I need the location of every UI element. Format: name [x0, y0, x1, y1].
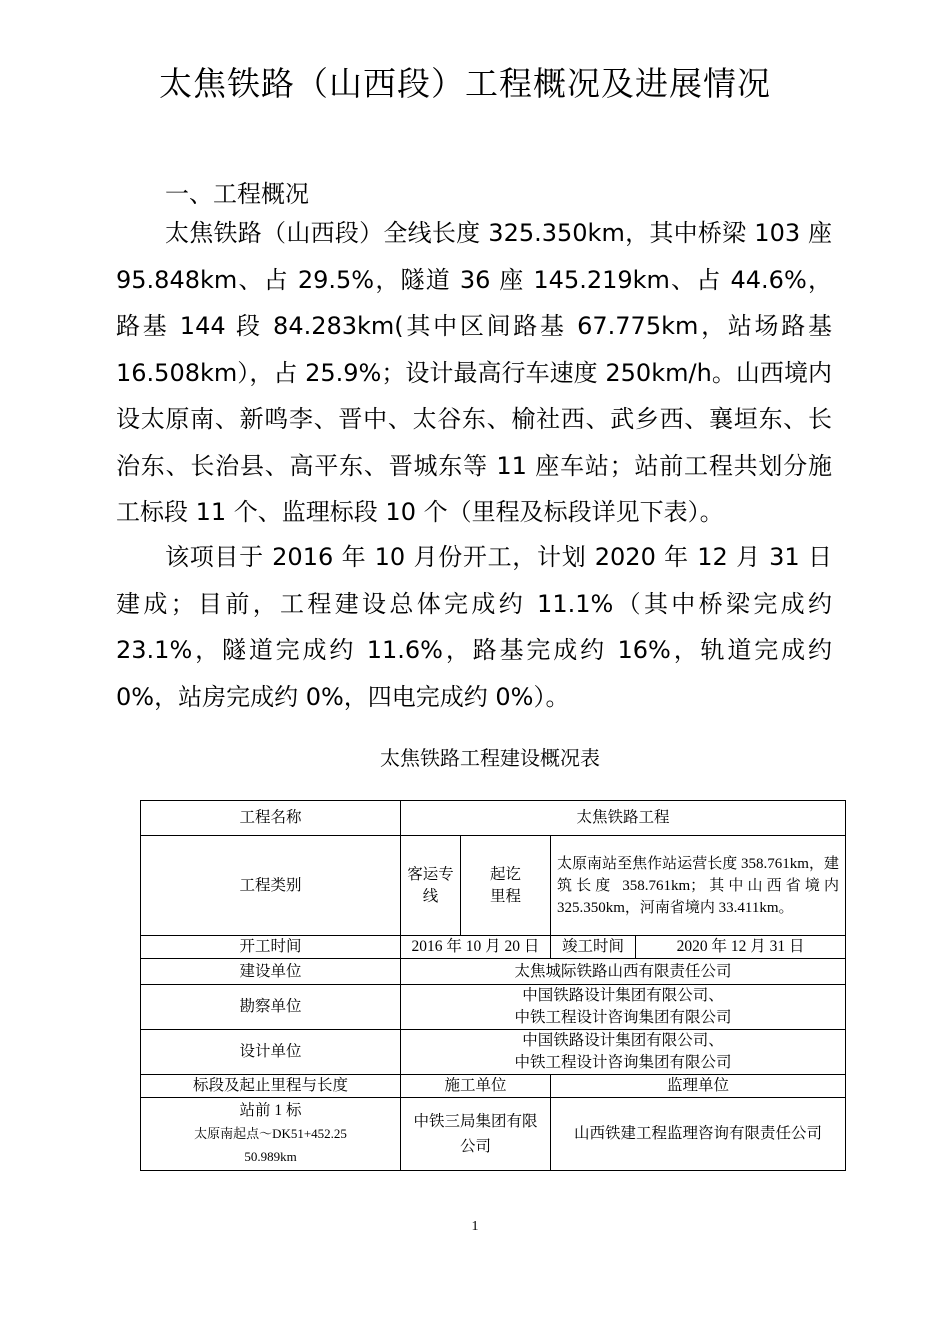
- contractor-header: 施工单位: [401, 1075, 551, 1098]
- supervisor-header: 监理单位: [551, 1075, 846, 1098]
- project-info-table: [140, 800, 846, 1171]
- table-row: [141, 836, 846, 936]
- segment-header: 标段及起止里程与长度: [141, 1075, 401, 1098]
- project-name-label: 工程名称: [141, 801, 401, 836]
- segment-length: 50.989km: [244, 1149, 297, 1164]
- page-number: 1: [471, 1219, 479, 1234]
- mileage-value: 太原南站至焦作站运营长度 358.761km，建筑长度 358.761km；其中山西省境内 325.350km，河南省境内 33.411km。: [551, 836, 846, 936]
- table-caption: 太焦铁路工程建设概况表: [380, 746, 600, 770]
- survey-label: 勘察单位: [141, 985, 401, 1030]
- table-header-row: [141, 1075, 846, 1098]
- section-heading-overview: 一、工程概况: [165, 180, 309, 208]
- table-row: [141, 801, 846, 836]
- progress-paragraph: 该项目于 2016 年 10 月份开工，计划 2020 年 12 月 31 日建成；目前，工程建设总体完成约 11.1%（其中桥梁完成约 23.1%，隧道完成约 11.6%，路基完成约 16%，轨道完成约 0%，站房完成约 0%，四电完成约 0%）。: [116, 543, 832, 711]
- start-date-value: 2016 年 10 月 20 日: [401, 936, 551, 959]
- segment-cell: [141, 1098, 401, 1171]
- table-row: [141, 936, 846, 959]
- table-row: [141, 959, 846, 985]
- table-row: [141, 1030, 846, 1075]
- survey-line-1: 中国铁路设计集团有限公司、: [522, 987, 724, 1004]
- builder-label: 建设单位: [141, 959, 401, 985]
- builder-value: 太焦城际铁路山西有限责任公司: [401, 959, 846, 985]
- table-row: [141, 985, 846, 1030]
- project-type-label: 工程类别: [141, 836, 401, 936]
- design-label: 设计单位: [141, 1030, 401, 1075]
- supervisor-cell: 山西铁建工程监理咨询有限责任公司: [551, 1098, 846, 1171]
- design-value: [401, 1030, 846, 1075]
- end-date-label: 竣工时间: [551, 936, 636, 959]
- contractor-cell: 中铁三局集团有限公司: [401, 1098, 551, 1171]
- mileage-label: 起讫里程: [461, 836, 551, 936]
- survey-value: [401, 985, 846, 1030]
- overview-paragraph: 太焦铁路（山西段）全线长度 325.350km，其中桥梁 103 座 95.848km、占 29.5%，隧道 36 座 145.219km、占 44.6%，路基 144 段 84.283km(其中区间路基 67.775km，站场路基 16.508km），占 25.9%；设计最高行车速度 250km/h。山西境内设太原南、新鸣李、晋中、太谷东、榆社西、武乡西、襄垣东、长治东、长治县、高平东、晋城东等 11 座车站；站前工程共划分施工标段 11 个、监理标段 10 个（里程及标段详见下表）。: [116, 219, 832, 526]
- survey-line-2: 中铁工程设计咨询集团有限公司: [514, 1009, 732, 1026]
- project-name-value: 太焦铁路工程: [401, 801, 846, 836]
- project-type-value: 客运专线: [401, 836, 461, 936]
- segment-name: 站前 1 标: [239, 1102, 302, 1119]
- segment-range: 太原南起点～DK51+452.25: [194, 1126, 347, 1141]
- table-row: [141, 1098, 846, 1171]
- end-date-value: 2020 年 12 月 31 日: [636, 936, 846, 959]
- page-title: 太焦铁路（山西段）工程概况及进展情况: [159, 64, 771, 103]
- design-line-1: 中国铁路设计集团有限公司、: [522, 1032, 724, 1049]
- design-line-2: 中铁工程设计咨询集团有限公司: [514, 1054, 732, 1071]
- start-date-label: 开工时间: [141, 936, 401, 959]
